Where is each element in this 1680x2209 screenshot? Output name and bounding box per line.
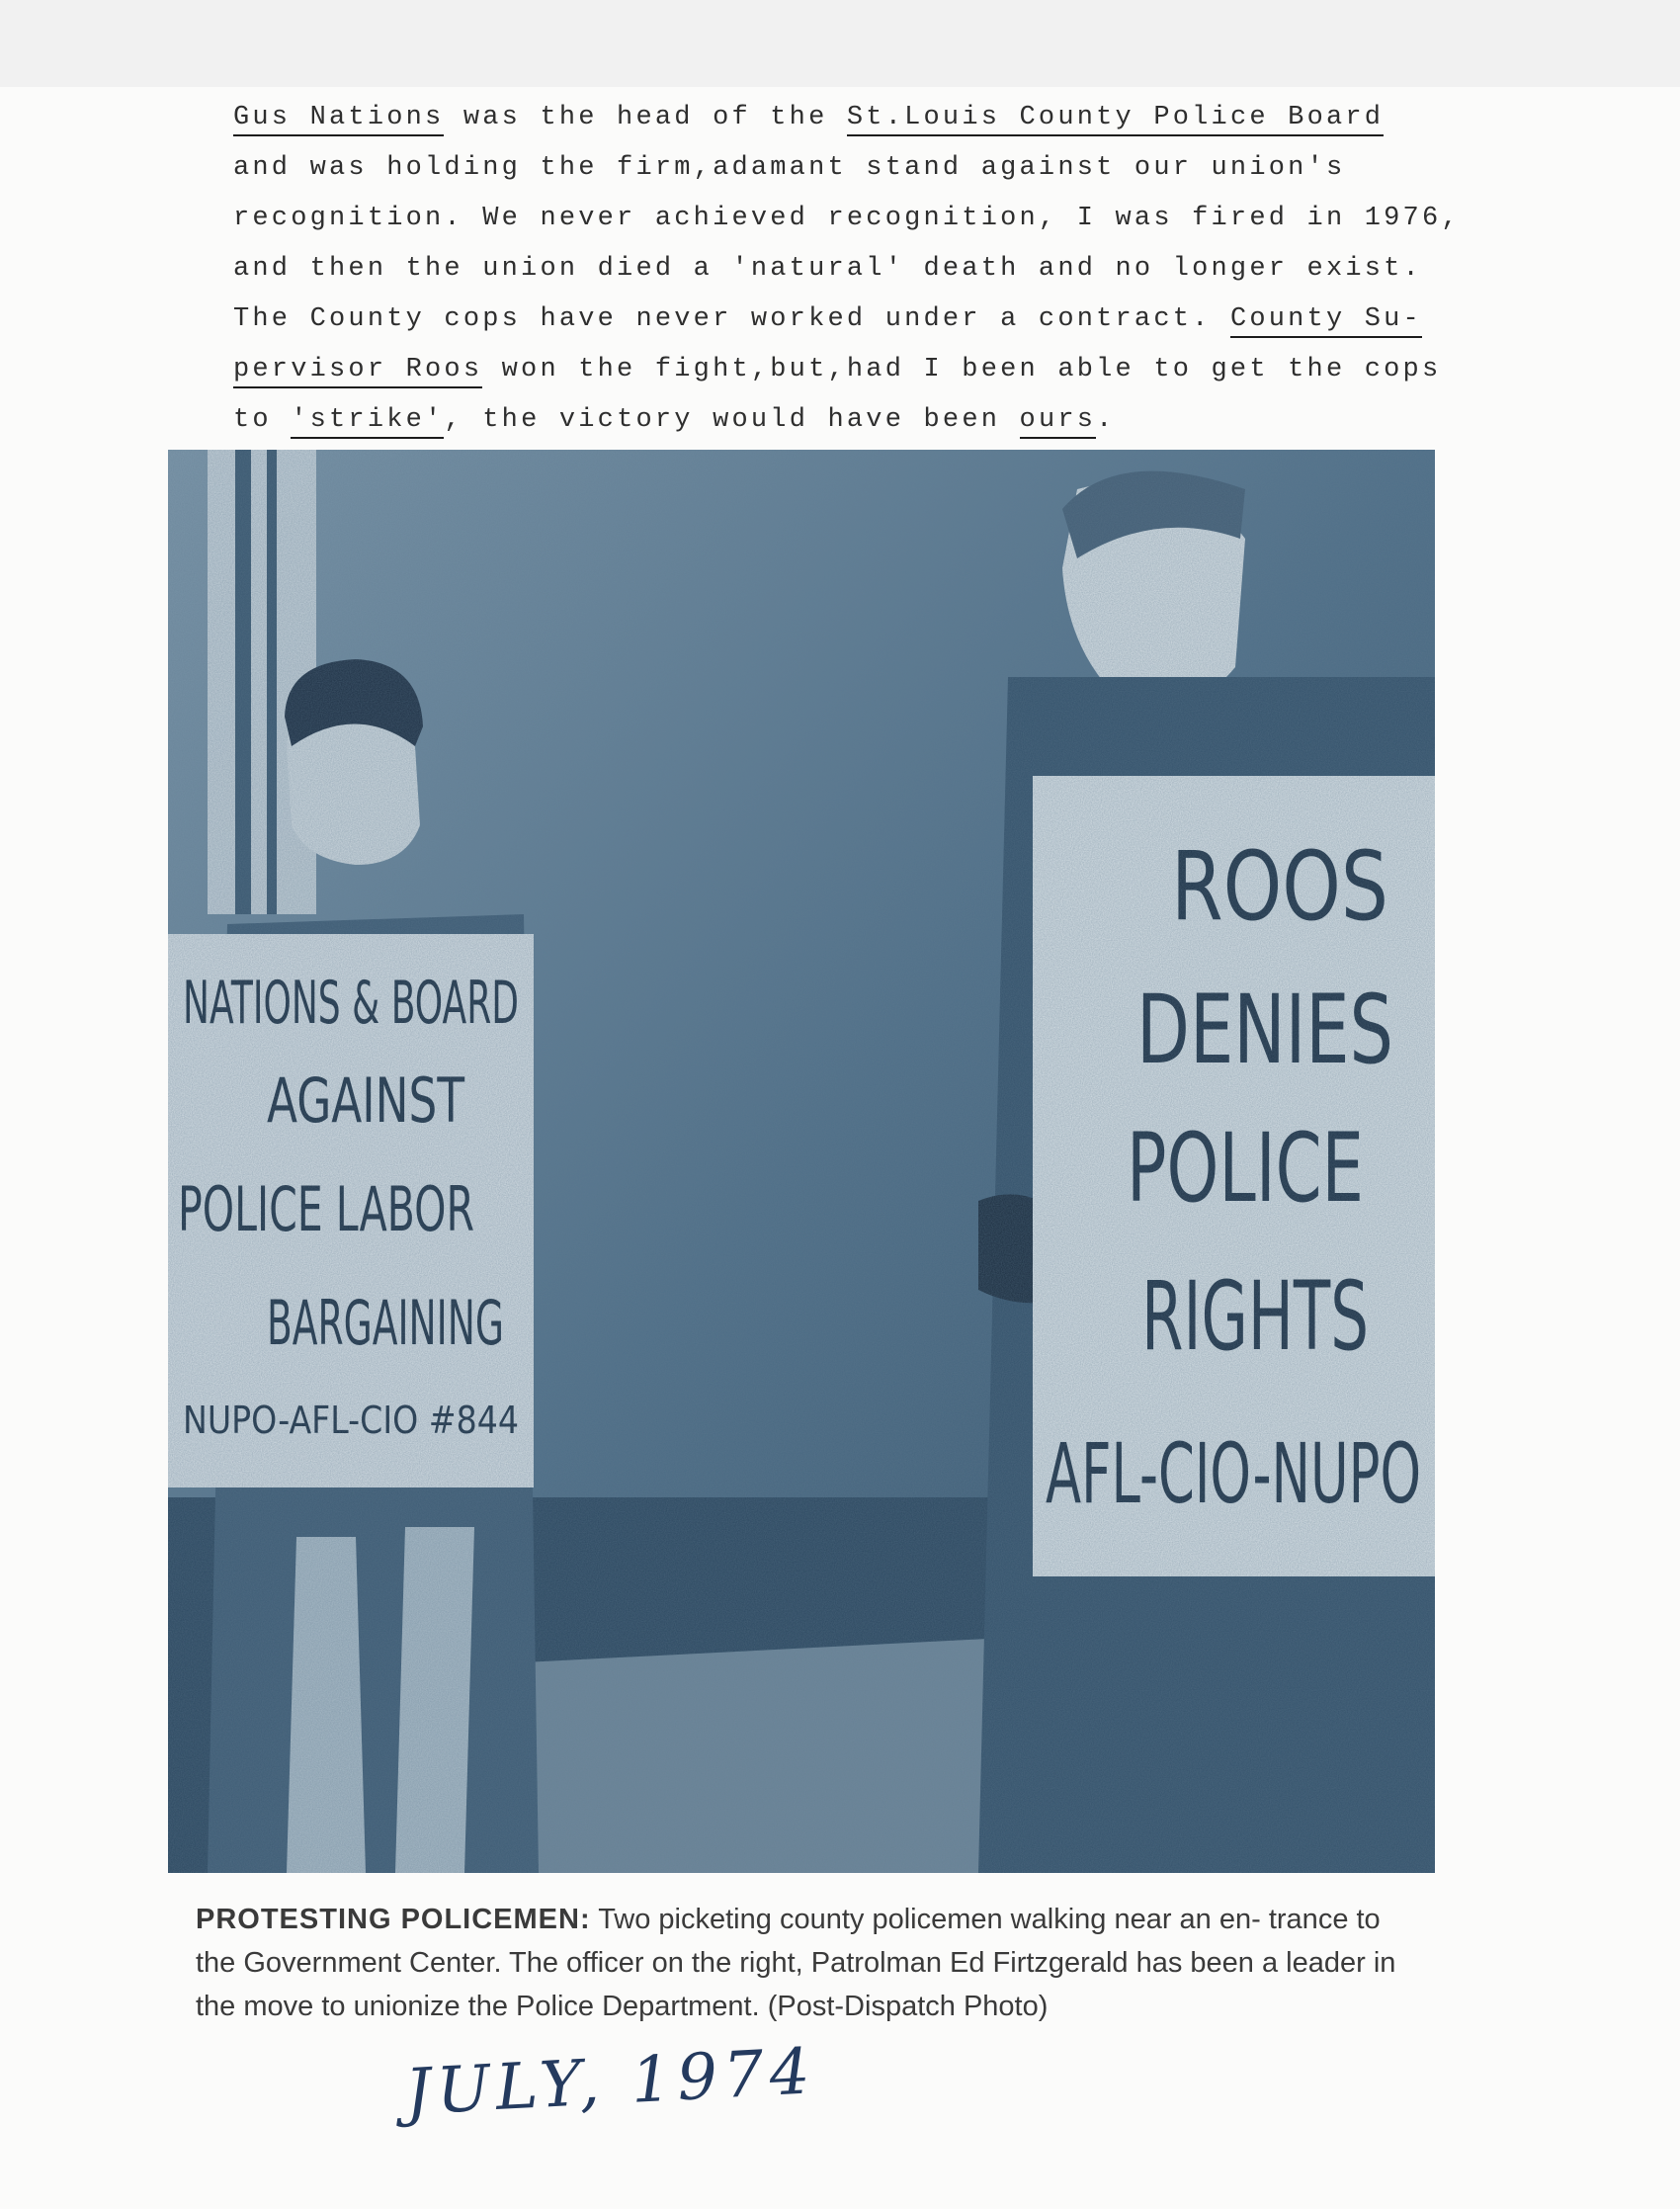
typed-segment: .	[1096, 405, 1116, 435]
halftone-grain	[168, 450, 1435, 1873]
caption-body: Two picketing county policemen walking near an en- trance to the Government Center. The officer on the right, Patrolman Ed Firtzgerald has been a leader in the move to unionize the Police Department. (Post-Dispatch Photo)	[196, 1904, 1396, 2022]
underlined-phrase: County Su-	[1230, 304, 1422, 338]
underlined-phrase: pervisor Roos	[233, 355, 482, 388]
scan-top-margin	[0, 0, 1680, 87]
typed-segment: and then the union died a 'natural' death and no longer exist.	[233, 254, 1422, 284]
underlined-phrase: 'strike'	[291, 405, 444, 439]
typed-line	[233, 194, 1538, 244]
typed-line	[233, 395, 1538, 446]
photo-caption	[196, 1898, 1421, 2028]
caption-heading: PROTESTING POLICEMEN:	[196, 1904, 591, 1935]
typed-line	[233, 93, 1538, 143]
typed-segment: recognition. We never achieved recognition, I was fired in 1976,	[233, 204, 1461, 233]
typed-line	[233, 244, 1538, 295]
typed-line	[233, 345, 1538, 395]
typed-segment: , the victory would have been	[444, 405, 1020, 435]
typed-segment: won the fight,but,had I been able to get the cops	[482, 355, 1442, 384]
underlined-phrase: St.Louis County Police Board	[847, 103, 1384, 136]
typed-segment: and was holding the firm,adamant stand against our union's	[233, 153, 1346, 183]
typed-line	[233, 143, 1538, 194]
underlined-phrase: Gus Nations	[233, 103, 444, 136]
typed-line	[233, 295, 1538, 345]
underlined-phrase: ours	[1020, 405, 1097, 439]
typed-segment: The County cops have never worked under a contract.	[233, 304, 1230, 334]
typed-segment: was the head of the	[444, 103, 847, 132]
typed-segment: to	[233, 405, 292, 435]
newspaper-photo	[168, 450, 1435, 1873]
handwritten-date: JULY, 1974	[403, 2035, 818, 2130]
typed-paragraph	[233, 93, 1538, 446]
